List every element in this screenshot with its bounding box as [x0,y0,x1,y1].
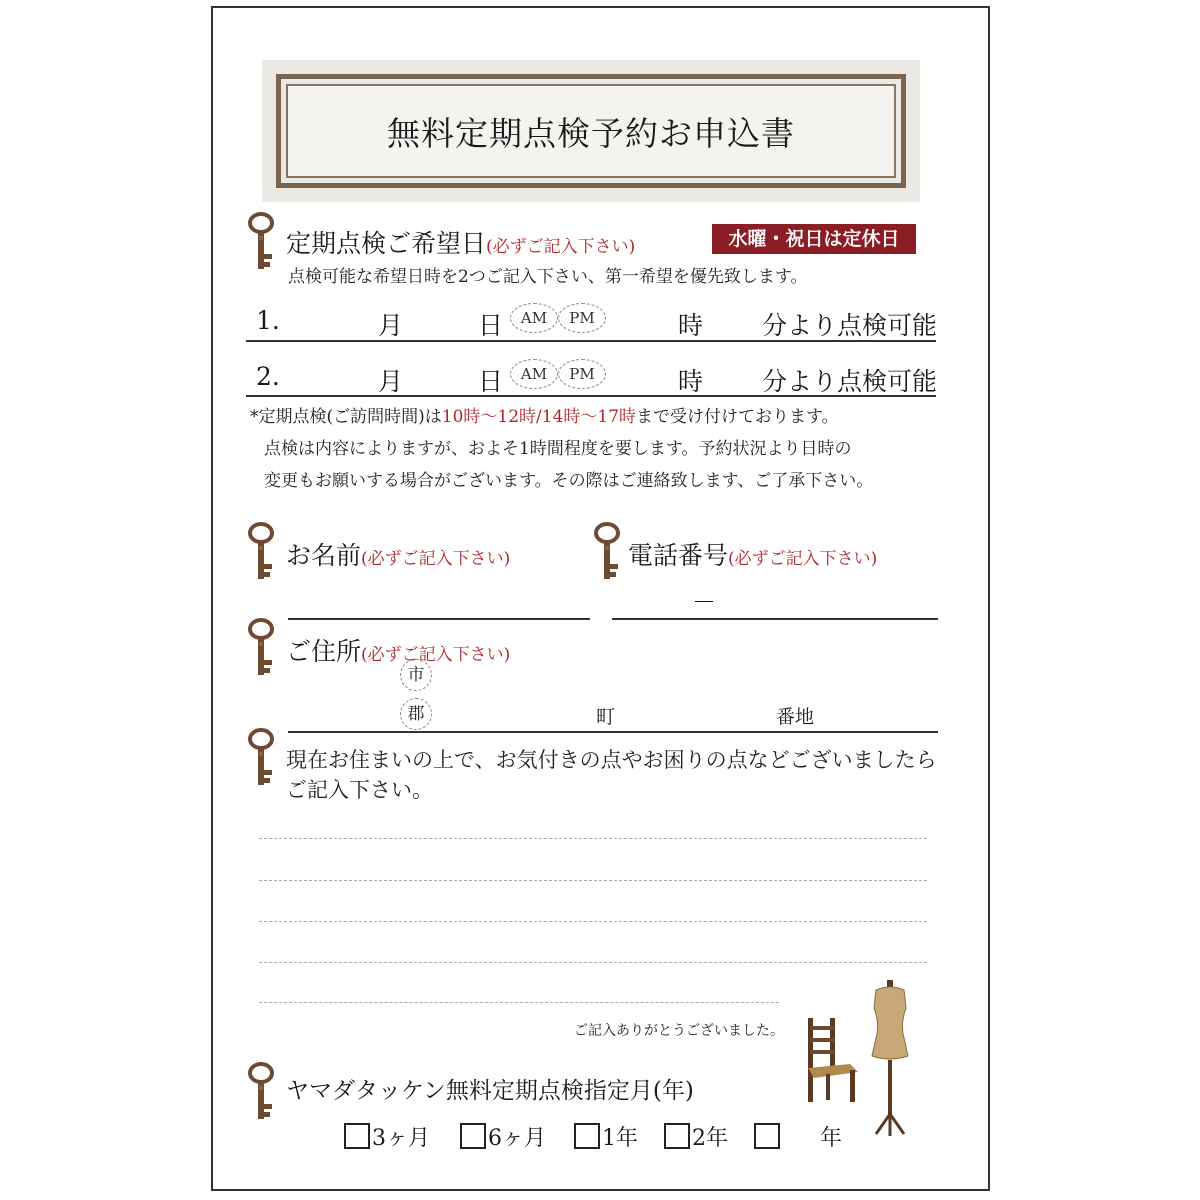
address-heading: ご住所(必ずご記入下さい) [286,637,511,666]
checkbox-3-months[interactable] [344,1123,370,1149]
hour-label[interactable]: 時 [678,367,704,396]
pm-option[interactable]: PM [558,359,606,389]
day-label[interactable]: 日 [478,311,504,340]
am-option[interactable]: AM [510,359,558,389]
thanks-text: ご記入ありがとうございました。 [574,1023,784,1039]
minute-label[interactable]: 分より点検可能 [762,311,938,340]
note-line-2: 点検は内容によりますが、およそ1時間程度を要します。予約状況より日時の [264,439,852,459]
schedule-heading: 定期点検ご希望日(必ずご記入下さい) [286,229,636,258]
comments-prompt-1: 現在お住まいの上で、お気付きの点やお困りの点などございましたら [286,748,937,772]
block-label: 番地 [776,706,815,728]
phone-heading: 電話番号(必ずご記入下さい) [628,541,878,570]
checkbox-6-months[interactable] [460,1123,486,1149]
option-label: 1年 [602,1126,638,1151]
hour-label[interactable]: 時 [678,311,704,340]
comment-line[interactable] [259,1002,779,1003]
address-field[interactable] [288,731,938,733]
checkbox-2-years[interactable] [664,1123,690,1149]
checkbox-custom-years[interactable] [754,1123,780,1149]
county-option[interactable]: 郡 [400,698,432,730]
name-heading: お名前(必ずご記入下さい) [286,541,511,570]
inspection-heading: ヤマダタッケン無料定期点検指定月(年) [286,1078,694,1104]
closed-days-badge: 水曜・祝日は定休日 [712,224,916,254]
comment-line[interactable] [259,962,927,963]
option-label: 3ヶ月 [372,1126,430,1151]
note-line-1: *定期点検(ご訪問時間)は10時～12時/14時～17時まで受け付けております。 [250,407,839,427]
comment-line[interactable] [259,921,927,922]
comment-line[interactable] [259,880,927,881]
page-title: 無料定期点検予約お申込書 [387,114,795,153]
note-line-3: 変更もお願いする場合がございます。その際はご連絡致します、ご了承下さい。 [264,471,874,491]
month-label[interactable]: 月 [378,311,404,340]
key-icon [246,618,276,678]
phone-separator: － [692,588,716,616]
key-icon [246,522,276,582]
option-label: 年 [820,1126,843,1151]
comments-prompt-2: ご記入下さい。 [286,778,433,802]
schedule-instruction: 点検可能な希望日時を2つご記入下さい、第一希望を優先致します。 [288,267,808,287]
checkbox-1-year[interactable] [574,1123,600,1149]
option-label: 6ヶ月 [488,1126,546,1151]
town-label: 町 [596,706,616,728]
dress-form-icon [862,978,918,1138]
row-number: 1. [256,306,280,335]
comment-line[interactable] [259,838,927,839]
pm-option[interactable]: PM [558,303,606,333]
month-label[interactable]: 月 [378,367,404,396]
key-icon [246,212,276,272]
chair-icon [800,1016,862,1104]
name-field[interactable] [288,618,590,620]
am-option[interactable]: AM [510,303,558,333]
row-line [246,340,936,342]
day-label[interactable]: 日 [478,367,504,396]
option-label: 2年 [692,1126,728,1151]
row-line [246,395,936,397]
phone-field[interactable] [612,618,938,620]
city-option[interactable]: 市 [400,659,432,691]
key-icon [246,728,276,788]
key-icon [592,522,622,582]
key-icon [246,1062,276,1122]
minute-label[interactable]: 分より点検可能 [762,367,938,396]
row-number: 2. [256,362,280,391]
